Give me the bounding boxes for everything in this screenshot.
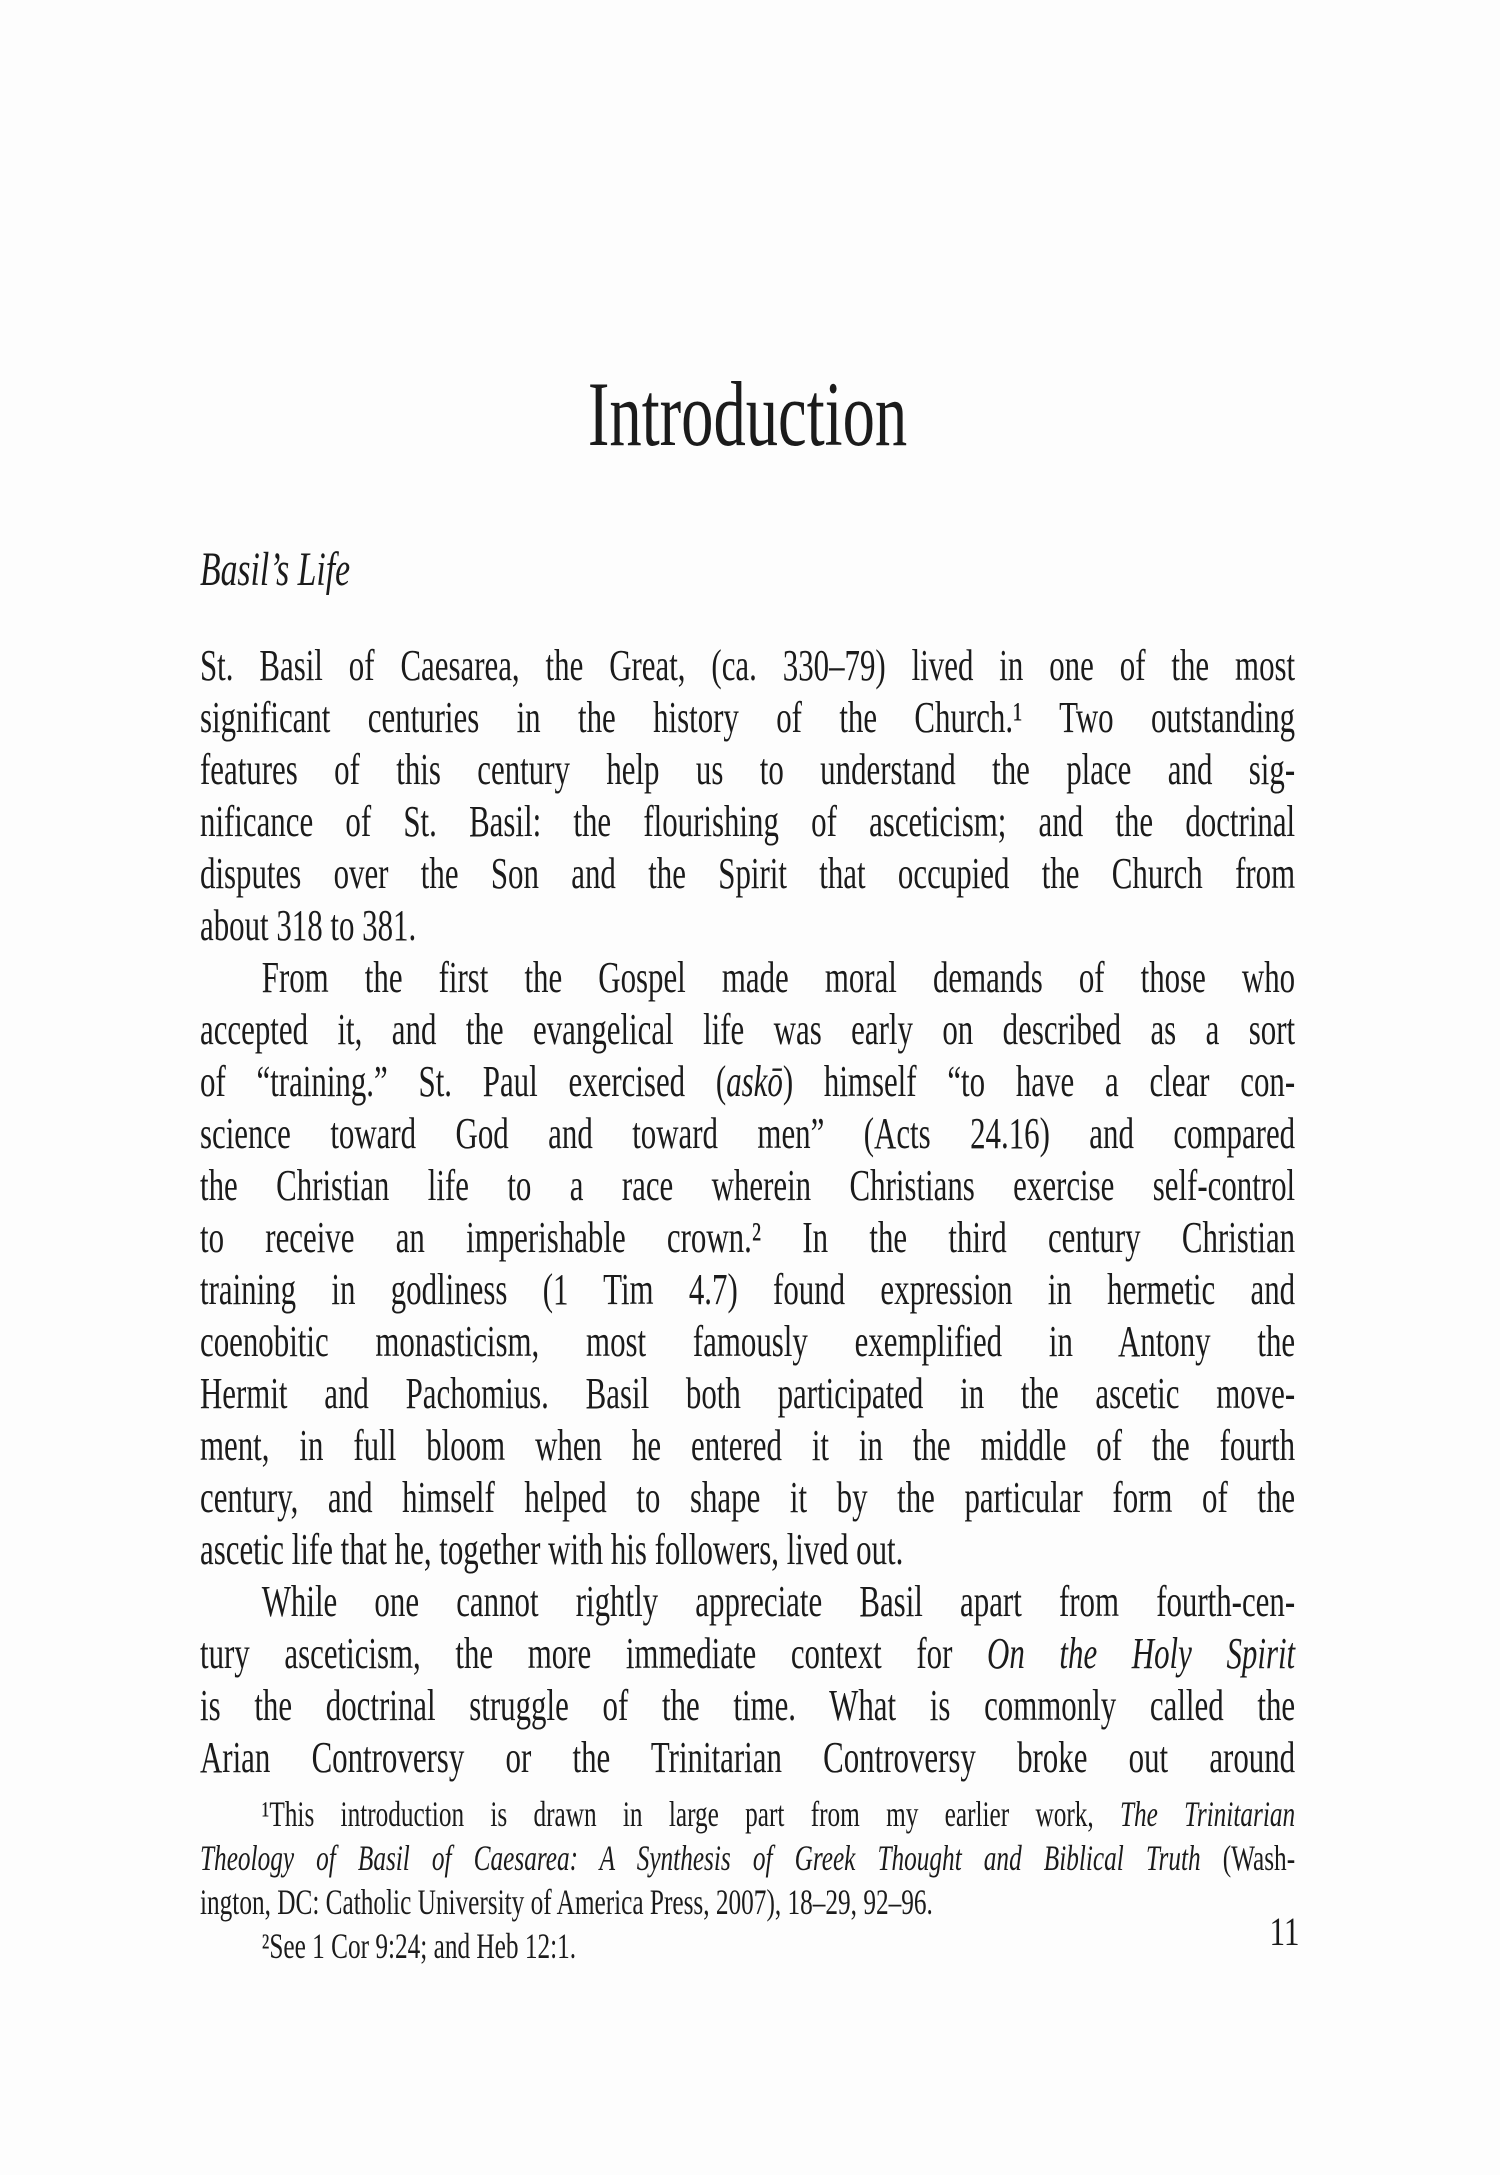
text-line: the Christian life to a race wherein Christians exercise self-control — [200, 1161, 1296, 1210]
text-line: Arian Controversy or the Trinitarian Controversy broke out around — [200, 1733, 1296, 1782]
text-line: to receive an imperishable crown.² In the third century Christian — [200, 1213, 1296, 1262]
text-line: Theology of Basil of Caesarea: A Synthesis of Greek Thought and Biblical Truth (Wash- — [200, 1838, 1296, 1878]
footnotes — [200, 1792, 1295, 1968]
text-line: disputes over the Son and the Spirit that occupied the Church from — [200, 849, 1296, 898]
footnote — [200, 1792, 1295, 1924]
section-heading: Basil’s Life — [200, 543, 351, 596]
text-line: nificance of St. Basil: the flourishing of asceticism; and the doctrinal — [200, 797, 1296, 846]
text-line: training in godliness (1 Tim 4.7) found expression in hermetic and — [200, 1265, 1296, 1314]
body-paragraph — [200, 640, 1295, 952]
text-line: century, and himself helped to shape it by the particular form of the — [200, 1473, 1296, 1522]
text-line: accepted it, and the evangelical life was early on described as a sort — [200, 1005, 1296, 1054]
text-line: of “training.” St. Paul exercised (askō) himself “to have a clear con- — [200, 1057, 1296, 1106]
text-line: Hermit and Pachomius. Basil both participated in the ascetic move- — [200, 1369, 1296, 1418]
text-line: From the first the Gospel made moral demands of those who — [261, 953, 1296, 1002]
text-line: ²See 1 Cor 9:24; and Heb 12:1. — [261, 1926, 577, 1966]
text-line: about 318 to 381. — [200, 901, 417, 950]
text-line: is the doctrinal struggle of the time. What is commonly called the — [200, 1681, 1296, 1730]
text-line: coenobitic monasticism, most famously exemplified in Antony the — [200, 1317, 1296, 1366]
text-line: features of this century help us to understand the place and sig- — [200, 745, 1296, 794]
text-line: tury asceticism, the more immediate context for On the Holy Spirit — [200, 1629, 1296, 1678]
text-line: science toward God and toward men” (Acts 24.16) and compared — [200, 1109, 1296, 1158]
text-line: ¹This introduction is drawn in large part from my earlier work, The Trinitarian — [261, 1794, 1296, 1834]
page-number: 11 — [1269, 1909, 1300, 1954]
text-line: ascetic life that he, together with his followers, lived out. — [200, 1525, 904, 1574]
text-line: ington, DC: Catholic University of America Press, 2007), 18–29, 92–96. — [200, 1882, 933, 1922]
text-line: While one cannot rightly appreciate Basil apart from fourth-cen- — [261, 1577, 1296, 1626]
body-text — [200, 640, 1295, 1784]
chapter-title: Introduction — [587, 363, 908, 465]
text-block — [200, 363, 1296, 1968]
body-paragraph — [200, 952, 1295, 1576]
footnote — [200, 1924, 1295, 1968]
text-line: St. Basil of Caesarea, the Great, (ca. 330–79) lived in one of the most — [200, 641, 1296, 690]
text-line: significant centuries in the history of the Church.¹ Two outstanding — [200, 693, 1296, 742]
text-line: ment, in full bloom when he entered it in the middle of the fourth — [200, 1421, 1296, 1470]
body-paragraph — [200, 1576, 1295, 1784]
